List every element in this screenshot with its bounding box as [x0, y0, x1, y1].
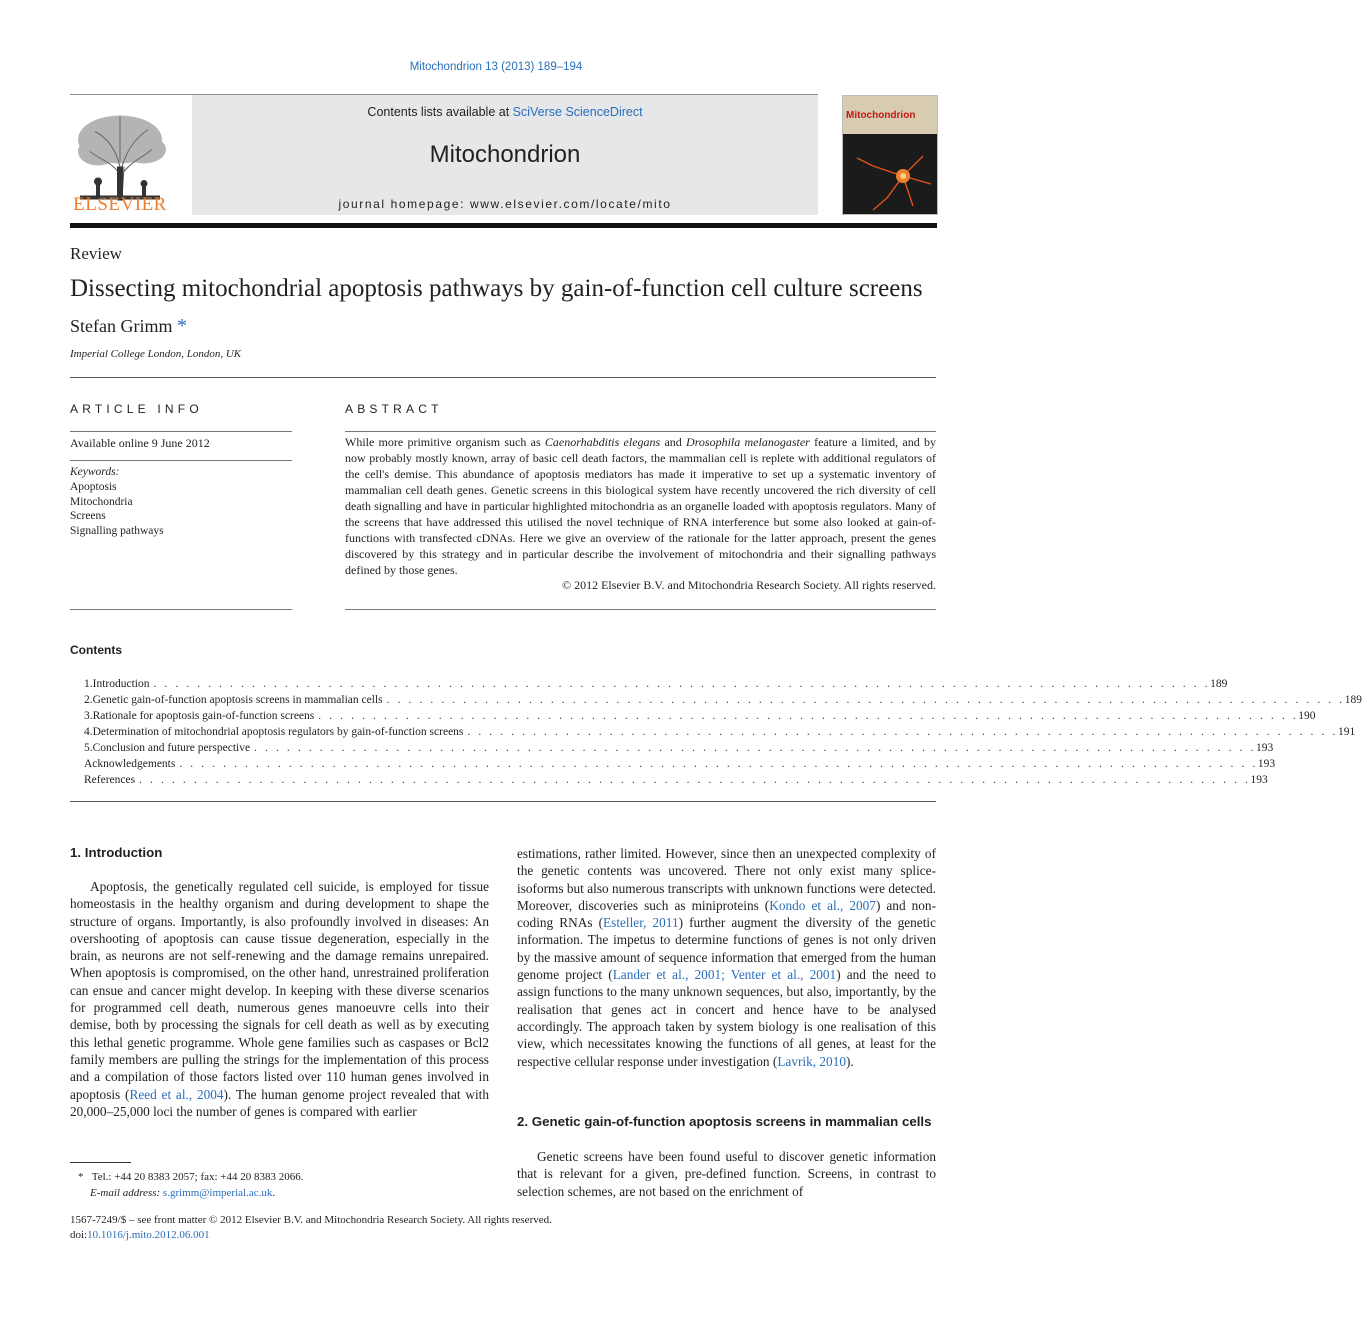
toc-label[interactable]: Genetic gain-of-function apoptosis screens in mammalian cells [93, 694, 387, 706]
abstract-rule [345, 431, 936, 432]
toc-row[interactable] [70, 726, 1356, 742]
toc-number: 3. [84, 710, 93, 722]
sciencedirect-link[interactable]: SciVerse ScienceDirect [512, 105, 643, 119]
article-title: Dissecting mitochondrial apoptosis pathways by gain-of-function cell culture screens [70, 275, 923, 302]
keyword: Mitochondria [70, 495, 133, 508]
keyword: Signalling pathways [70, 524, 164, 537]
email-link[interactable]: s.grimm@imperial.ac.uk [162, 1186, 273, 1199]
toc-label[interactable]: Determination of mitochondrial apoptosis regulators by gain-of-function screens [93, 726, 468, 738]
citation-link[interactable]: Lander et al., 2001; Venter et al., 2001 [612, 967, 837, 983]
title-divider [70, 377, 936, 378]
author-name: Stefan Grimm [70, 316, 173, 336]
doi-prefix: doi: [70, 1229, 88, 1241]
section2-paragraph: Genetic screens have been found useful to discover genetic information that is relevant for a given, pre-defined function. Screens, in contrast to selection schemes, are not based on the enrichment of [517, 1149, 936, 1199]
author-affiliation: Imperial College London, London, UK [70, 348, 242, 360]
body-text: Apoptosis, the genetically regulated cell suicide, is employed for tissue homeostasis in the healthy organism and during development to shape the structure of organs. Importantly, is also profoundly involved in diseases: An overshooting of apoptosis can cause tissue degeneration, especially in the brain, as neurons are not self-renewing and the damage remains unrepaired. When apoptosis is compromised, on the other hand, unrestrained proliferation can ensue and cancer might develop. In keeping with these diverse scenarios for programmed cell death, numerous genes manoeuvre cells into their demise, both by processing the signals for cell death as well as by executing this lethal genetic programme. Whole gene families such as caspases or Bcl2 family members are pulling the strings for the implementation of this process and a compilation of those factors listed over 110 human genes involved in apoptosis ( [70, 879, 489, 1102]
toc-number: 4. [84, 726, 93, 738]
abstract-part: While more primitive organism such as [345, 435, 545, 449]
toc-number: 5. [84, 742, 93, 754]
introduction-paragraph-continued [517, 845, 936, 1070]
article-type: Review [70, 244, 122, 263]
article-info-heading: ARTICLE INFO [70, 402, 203, 416]
footnote: * Tel.: +44 20 8383 2057; fax: +44 20 8383 2066. E-mail address: s.grimm@imperial.ac.uk. [78, 1171, 304, 1199]
toc-leader: . . . . . . . . . . . . . . . . . . . . . . . . . . . . . . . . . . . . . . . . . . . . . . . . . . . . . . . . . . . . . . . . . . . . . . . . . . . . . . . . . . . . . . . . [386, 694, 1345, 706]
header-thick-rule [70, 223, 937, 228]
toc-label[interactable]: Rationale for apoptosis gain-of-function screens [93, 710, 319, 722]
abstract-part: feature a limited, and by now probably mostly known, array of basic cell death factors, the mammalian cell is replete with additional regulators of the cell's demise. This abundance of apoptosis mediators has made it imperative to set up a systematic inventory of mammalian cell death genes. Genetic screens in this biological system have recently uncovered the rich diversity of cell death signalling and have in particular highlighted mitochondria as an organelle loaded with apoptosis regulators. Many of the screens that have addressed this utilised the novel technique of RNA interference but some also looked at gain-of-functions with transfected cDNAs. Here we give an overview of the rationale for the latter approach, present the genes discovered by this strategy and in particular describe the involvement of mitochondria and their signalling pathways defined by those genes. [345, 435, 936, 577]
toc-leader: . . . . . . . . . . . . . . . . . . . . . . . . . . . . . . . . . . . . . . . . . . . . . . . . . . . . . . . . . . . . . . . . . . . . . . . . . . . . . . . . . . . . . . . . . . . . . . . . . [153, 678, 1211, 690]
citation-link[interactable]: Kondo et al., 2007 [769, 897, 876, 913]
toc-page: 193 [1256, 742, 1274, 754]
email-label: E-mail address: [90, 1186, 161, 1199]
contents-bottom-rule [70, 801, 936, 802]
toc-leader: . . . . . . . . . . . . . . . . . . . . . . . . . . . . . . . . . . . . . . . . . . . . . . . . . . . . . . . . . . . . . . . . . . . . . . . . . . . . . . . . [467, 726, 1338, 738]
issn-line: 1567-7249/$ – see front matter © 2012 Elsevier B.V. and Mitochondria Research Society. All rights reserved. [70, 1214, 552, 1226]
journal-cover-thumbnail[interactable] [842, 95, 938, 215]
toc-row[interactable] [70, 694, 1362, 710]
toc-row[interactable] [70, 742, 1274, 758]
toc-page: 193 [1257, 758, 1276, 770]
toc-row[interactable] [70, 774, 1268, 790]
table-of-contents [70, 678, 1362, 790]
article-info-rule-2 [70, 460, 292, 461]
keyword: Apoptosis [70, 481, 117, 493]
species-name: Caenorhabditis elegans [544, 435, 661, 449]
abstract-bottom-rule [345, 609, 936, 610]
abstract-copyright: © 2012 Elsevier B.V. and Mitochondria Research Society. All rights reserved. [561, 578, 936, 592]
footnote-mark: * [78, 1171, 84, 1183]
toc-leader: . . . . . . . . . . . . . . . . . . . . . . . . . . . . . . . . . . . . . . . . . . . . . . . . . . . . . . . . . . . . . . . . . . . . . . . . . . . . . . . . . . . . . . . . . . . . . . . . . . . [179, 758, 1258, 770]
toc-page: 189 [1344, 694, 1362, 706]
toc-row[interactable] [70, 710, 1316, 726]
toc-label[interactable]: Introduction [93, 678, 154, 690]
body-text: ) and non-coding RNAs ( [517, 897, 936, 931]
cover-image [843, 136, 937, 214]
body-text: ). [846, 1053, 854, 1069]
article-info-rule [70, 431, 292, 432]
keywords-list [70, 480, 164, 538]
journal-name: Mitochondrion [429, 141, 581, 168]
toc-number: 2. [84, 694, 93, 706]
abstract-heading: ABSTRACT [345, 402, 443, 416]
elsevier-wordmark: ELSEVIER [73, 194, 167, 215]
section-heading: 1. Introduction [70, 845, 163, 860]
toc-row[interactable] [70, 758, 1276, 774]
page-footer [70, 1213, 552, 1243]
toc-page: 190 [1298, 710, 1316, 722]
introduction-paragraph [70, 878, 489, 1120]
toc-page: 193 [1250, 774, 1268, 786]
section-heading: 2. Genetic gain-of-function apoptosis screens in mammalian cells [517, 1114, 932, 1129]
journal-homepage[interactable]: journal homepage: www.elsevier.com/locate/mito [338, 197, 672, 211]
author-line [70, 315, 187, 338]
journal-reference-link[interactable]: Mitochondrion 13 (2013) 189–194 [409, 61, 583, 73]
toc-leader: . . . . . . . . . . . . . . . . . . . . . . . . . . . . . . . . . . . . . . . . . . . . . . . . . . . . . . . . . . . . . . . . . . . . . . . . . . . . . . . . . . . . . . . . . . . . . . . . . . . . . . [139, 774, 1251, 786]
body-text: ) further augment the diversity of the genetic information. The impetus to determine functions of genes is not only driven by the massive amount of sequence information that emerged from the human genome project ( [517, 915, 936, 983]
cover-title: Mitochondrion [846, 110, 916, 121]
corresponding-author-mark[interactable]: * [176, 315, 187, 337]
contents-heading: Contents [70, 643, 122, 657]
toc-number: 1. [84, 678, 93, 690]
footnote-tel: Tel.: +44 20 8383 2057; fax: +44 20 8383 2066. [91, 1171, 304, 1183]
toc-leader: . . . . . . . . . . . . . . . . . . . . . . . . . . . . . . . . . . . . . . . . . . . . . . . . . . . . . . . . . . . . . . . . . . . . . . . . . . . . . . . . . . . . . . . . . . . . [254, 742, 1257, 754]
toc-page: 191 [1337, 726, 1356, 738]
keyword: Screens [70, 510, 106, 522]
contents-available-line [192, 105, 818, 119]
toc-leader: . . . . . . . . . . . . . . . . . . . . . . . . . . . . . . . . . . . . . . . . . . . . . . . . . . . . . . . . . . . . . . . . . . . . . . . . . . . . . . . . . . . . . . . . . . [318, 710, 1299, 722]
citation-link[interactable]: Reed et al., 2004 [129, 1086, 224, 1102]
doi-link[interactable]: 10.1016/j.mito.2012.06.001 [87, 1229, 210, 1241]
abstract-part: and [660, 435, 687, 449]
toc-label[interactable]: References [84, 774, 139, 786]
citation-link[interactable]: Lavrik, 2010 [777, 1053, 846, 1069]
body-text: ). The human genome project revealed that with 20,000–25,000 loci the number of genes is compared with earlier [70, 1086, 489, 1119]
body-text: ) and the need to assign functions to the many unknown sequences, but also, importantly, by the realisation that genes act in concert and hence have to be analysed accordingly. The approach taken by system biology is one realisation of this view, which necessitates knowing the functions of all genes, at least for the respective cellular response under investigation ( [517, 967, 936, 1069]
article-info-bottom-rule [70, 609, 292, 610]
keywords-label: Keywords: [70, 466, 120, 478]
footnote-rule [70, 1162, 131, 1163]
species-name: Drosophila melanogaster [686, 435, 810, 449]
abstract-text [345, 434, 936, 578]
toc-label[interactable]: Conclusion and future perspective [93, 742, 254, 754]
toc-page: 189 [1210, 678, 1228, 690]
journal-reference[interactable] [0, 61, 992, 73]
toc-label[interactable]: Acknowledgements [84, 758, 179, 770]
citation-link[interactable]: Esteller, 2011 [603, 915, 679, 931]
available-online: Available online 9 June 2012 [70, 436, 210, 450]
body-text: estimations, rather limited. However, since then an unexpected complexity of the genetic contents was uncovered. There not only exist many splice-isoforms but also numerous transcripts with unknown functions were detected. Moreover, discoveries such as miniproteins ( [517, 846, 936, 913]
contents-prefix: Contents lists available at [367, 105, 513, 119]
toc-row[interactable] [70, 678, 1228, 694]
